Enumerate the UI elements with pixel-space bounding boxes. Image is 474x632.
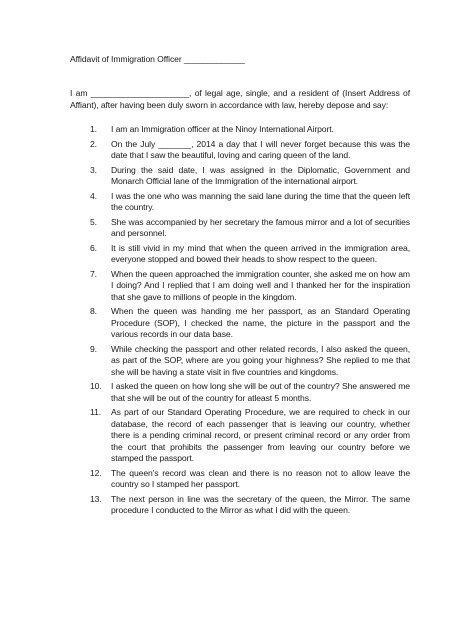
list-item xyxy=(90,216,410,240)
list-item-text: I was the one who was manning the said lane during the time that the queen left the country. xyxy=(111,190,410,212)
list-item-text: During the said date, I was assigned in the Diplomatic, Government and Monarch Official lane of the Immigration of the international airport. xyxy=(111,164,410,186)
list-item xyxy=(90,164,410,188)
list-item-text: The next person in line was the secretary of the queen, the Mirror. The same procedure I conducted to the Mirror as what I did with the queen. xyxy=(111,493,410,515)
document-title: Affidavit of Immigration Officer _____________ xyxy=(70,54,245,64)
list-item-number: 5. xyxy=(90,216,97,227)
list-item-number: 11. xyxy=(90,407,102,417)
list-item-text: She was accompanied by her secretary the famous mirror and a lot of securities and personnel. xyxy=(111,216,410,238)
list-item xyxy=(90,124,410,136)
list-item-text: On the July _______, 2014 a day that I will never forget because this was the date that I saw the beautiful, loving and caring queen of the land. xyxy=(111,138,410,160)
list-item-number: 7. xyxy=(90,268,97,279)
list-item-number: 1. xyxy=(90,124,97,134)
list-item-number: 12. xyxy=(90,467,102,478)
list-item-number: 6. xyxy=(90,242,97,253)
list-item xyxy=(90,190,410,214)
intro-paragraph: I am _____________________, of legal age, single, and a resident of (Insert Address of Affiant), after having been duly sworn in accordance with law, hereby depose and say: xyxy=(70,88,410,110)
list-item-number: 8. xyxy=(90,306,97,316)
list-item xyxy=(90,467,410,491)
list-item-text: I asked the queen on how long she will be out of the country? She answered me that she will be out of the country for atleast 5 months. xyxy=(111,381,410,403)
list-item-number: 9. xyxy=(90,343,97,354)
list-item-number: 2. xyxy=(90,138,97,149)
list-item-number: 10. xyxy=(90,381,102,391)
list-item-text: I am an Immigration officer at the Ninoy International Airport. xyxy=(111,124,334,134)
list-item-text: The queen's record was clean and there is no reason not to allow leave the country so I stamped her passport. xyxy=(111,467,410,489)
list-item-number: 3. xyxy=(90,164,97,175)
list-item xyxy=(90,381,410,404)
list-item xyxy=(90,242,410,266)
list-item-text: While checking the passport and other related records, I also asked the queen, as part of the SOP, where are you going your highness? She replied to me that she will be having a state visit in five countries and kingdoms. xyxy=(111,343,410,377)
list-item xyxy=(90,138,410,162)
list-item-text: It is still vivid in my mind that when the queen arrived in the immigration area, everyone stopped and bowed their heads to show respect to the queen. xyxy=(111,242,410,264)
list-item-text: When the queen approached the immigration counter, she asked me on how am I doing? And I replied that I am doing well and I thanked her for the inspiration that she gave to millions of people in the kingdom. xyxy=(111,268,410,302)
list-item xyxy=(90,493,410,517)
list-item-text: As part of our Standard Operating Procedure, we are required to check in our database, the record of each passenger that is leaving our country, whether there is a pending criminal record, or present criminal record or any order from the court that prohibits the passenger from leaving our country before we stamped the passport. xyxy=(111,407,410,463)
list-item-number: 13. xyxy=(90,493,102,504)
list-item xyxy=(90,343,410,379)
list-item-text: When the queen was handing me her passport, as an Standard Operating Procedure (SOP), I checked the name, the picture in the passport and the various records in our data base. xyxy=(111,306,410,339)
list-item xyxy=(90,268,410,304)
list-item-number: 4. xyxy=(90,190,97,201)
list-item xyxy=(90,306,410,341)
list-item xyxy=(90,407,410,465)
numbered-list xyxy=(90,124,410,520)
